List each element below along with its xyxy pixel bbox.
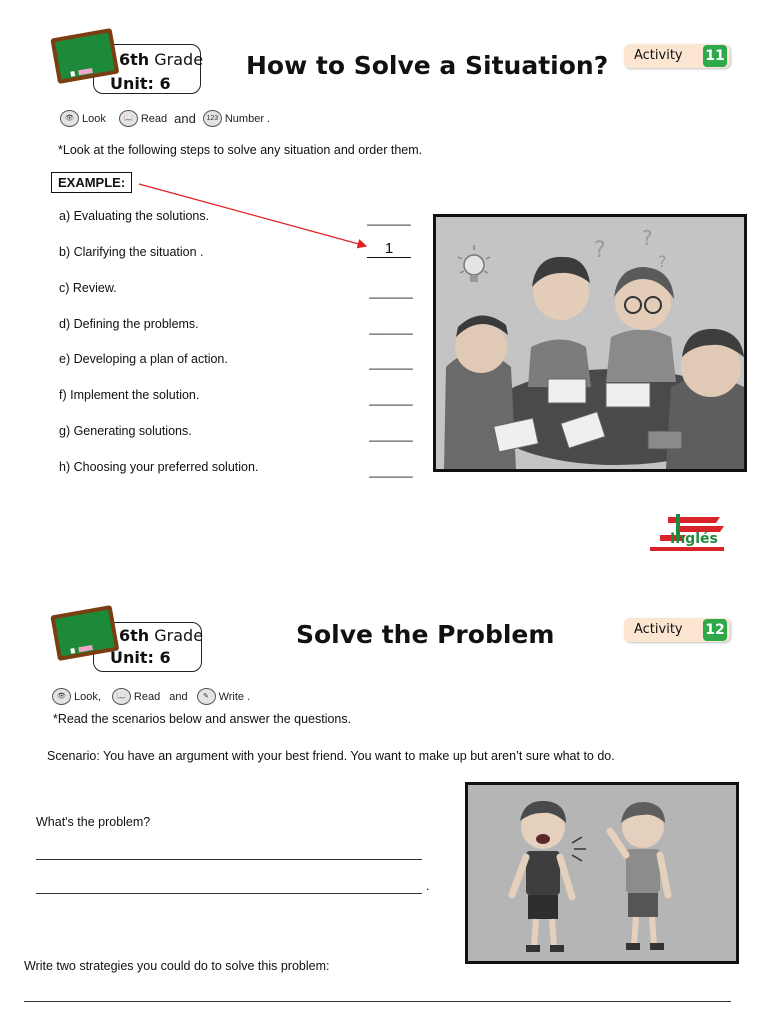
read-label: Read <box>133 690 161 703</box>
ingles-logo <box>646 513 728 555</box>
unit-label <box>110 648 171 667</box>
unit-number: 6 <box>159 74 171 93</box>
boys-illustration <box>468 785 736 961</box>
answer-blank[interactable]: ______ <box>369 320 413 335</box>
pencil-icon: ✎ <box>197 688 216 705</box>
activity-number: 12 <box>703 619 727 641</box>
line-period: . <box>426 879 430 893</box>
activity-label: Activity <box>634 48 683 63</box>
instruction-text: *Look at the following steps to solve any situation and order them. <box>58 143 423 157</box>
activity-badge <box>624 618 730 642</box>
look-label: Look <box>82 112 106 125</box>
answer-line[interactable] <box>36 859 422 860</box>
question-problem: What's the problem? <box>36 815 151 829</box>
kids-discussion-image <box>433 214 747 472</box>
grade-number: 6th <box>119 50 150 69</box>
unit-word: Unit: <box>110 648 154 667</box>
answer-blank[interactable]: 1 <box>367 240 411 258</box>
unit-number: 6 <box>159 648 171 667</box>
read-label: Read <box>140 112 168 125</box>
activity-label: Activity <box>634 622 683 637</box>
book-icon: 📖 <box>119 110 138 127</box>
question-strategies: Write two strategies you could do to solve this problem: <box>24 959 330 973</box>
eye-icon: 👁 <box>60 110 79 127</box>
scenario-text: Scenario: You have an argument with your best friend. You want to make up but aren’t sure what to do. <box>47 749 615 763</box>
step-item: d) Defining the problems. <box>59 317 199 331</box>
kids-illustration <box>436 217 744 469</box>
step-item: a) Evaluating the solutions. <box>59 209 210 223</box>
section-title: Solve the Problem <box>296 620 555 649</box>
instruction-icons <box>52 688 250 705</box>
step-item: e) Developing a plan of action. <box>59 352 228 366</box>
grade-word: Grade <box>154 50 204 69</box>
instruction-icons: 👁 Look 📖 Read and 123 Number . <box>60 110 270 127</box>
answer-blank[interactable]: ______ <box>369 463 413 478</box>
step-item: f) Implement the solution. <box>59 388 200 402</box>
grade-number: 6th <box>119 626 150 645</box>
answer-line[interactable] <box>36 893 422 894</box>
look-label: Look, <box>74 690 101 703</box>
instruction-text: *Read the scenarios below and answer the questions. <box>53 712 352 726</box>
write-label: Write . <box>218 690 251 703</box>
page-title: How to Solve a Situation? <box>246 51 609 80</box>
step-item: g) Generating solutions. <box>59 424 192 438</box>
svg-text:?: ? <box>594 238 606 263</box>
answer-blank[interactable]: ______ <box>369 284 413 299</box>
grade-label <box>119 626 203 645</box>
logo-text: Inglés <box>670 531 718 547</box>
step-item: h) Choosing your preferred solution. <box>59 460 259 474</box>
svg-text:?: ? <box>642 226 653 250</box>
step-item: b) Clarifying the situation . <box>59 245 204 259</box>
activity-number: 11 <box>703 45 727 67</box>
answer-blank[interactable]: ______ <box>367 211 411 226</box>
unit-word: Unit: <box>110 74 154 93</box>
eye-icon: 👁 <box>52 688 71 705</box>
number-label: Number <box>224 112 264 125</box>
answer-blank[interactable]: ______ <box>369 427 413 442</box>
boys-argument-image <box>465 782 739 964</box>
answer-blank[interactable]: ______ <box>369 355 413 370</box>
numbers-icon: 123 <box>203 110 222 127</box>
answer-blank[interactable]: ______ <box>369 391 413 406</box>
svg-text:?: ? <box>658 252 667 271</box>
step-item: c) Review. <box>59 281 117 295</box>
example-label: EXAMPLE: <box>51 172 132 193</box>
answer-line[interactable] <box>24 1001 731 1002</box>
and-label: and <box>169 690 188 703</box>
and-label: and <box>174 111 196 126</box>
grade-word: Grade <box>154 626 204 645</box>
book-icon: 📖 <box>112 688 131 705</box>
